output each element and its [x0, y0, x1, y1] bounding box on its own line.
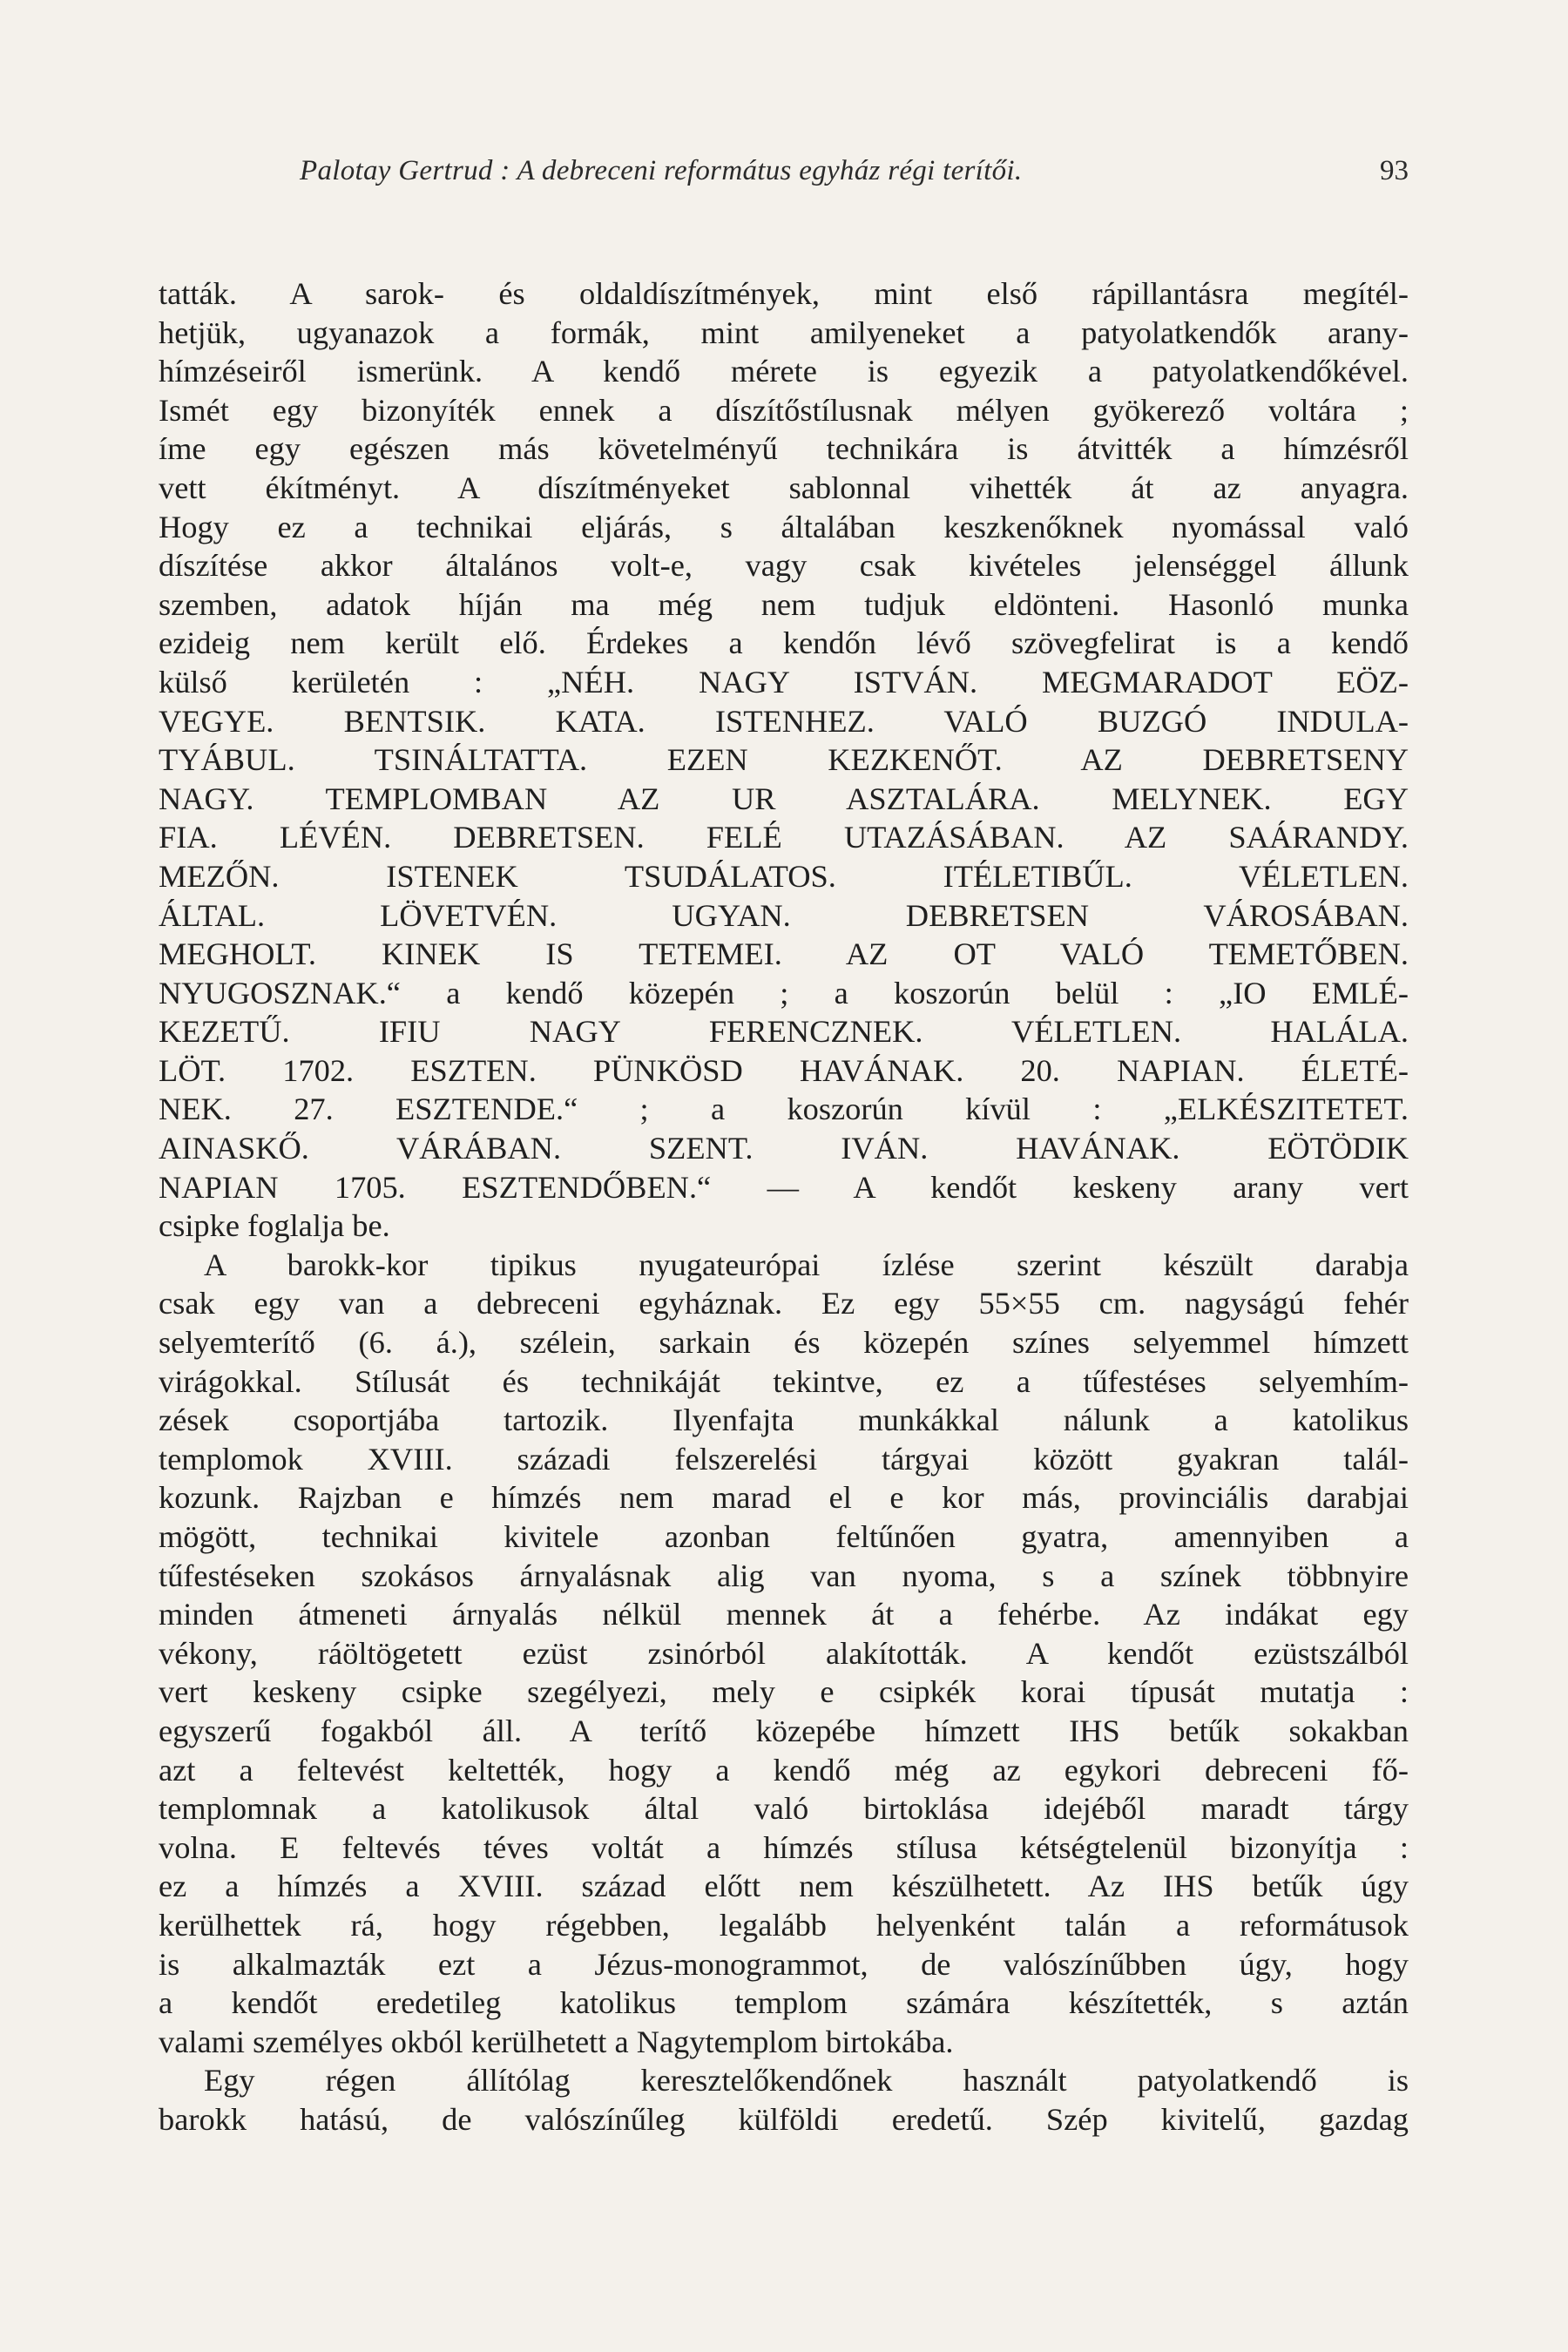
text-line: LÖT. 1702. ESZTEN. PÜNKÖSD HAVÁNAK. 20. NAPIAN. ÉLETÉ-	[159, 1052, 1409, 1088]
text-line: barokk hatású, de valószínűleg külföldi eredetű. Szép kivitelű, gazdag	[159, 2101, 1409, 2137]
text-line: vékony, ráöltögetett ezüst zsinórból alakították. A kendőt ezüstszálból	[159, 1635, 1409, 1671]
text-line: virágokkal. Stílusát és technikáját tekintve, ez a tűfestéses selyemhím-	[159, 1363, 1409, 1399]
text-line: MEGHOLT. KINEK IS TETEMEI. AZ OT VALÓ TEMETŐBEN.	[159, 936, 1409, 972]
text-line: NAPIAN 1705. ESZTENDŐBEN.“ — A kendőt keskeny arany vert	[159, 1169, 1409, 1205]
running-header	[159, 150, 1409, 202]
text-line: tűfestéseken szokásos árnyalásnak alig van nyoma, s a színek többnyire	[159, 1558, 1409, 1593]
text-line: hímzéseiről ismerünk. A kendő mérete is egyezik a patyolatkendőkével.	[159, 354, 1409, 389]
text-line: vert keskeny csipke szegélyezi, mely e csipkék korai típusát mutatja :	[159, 1674, 1409, 1710]
text-line: AINASKŐ. VÁRÁBAN. SZENT. IVÁN. HAVÁNAK. EÖTÖDIK	[159, 1131, 1409, 1166]
text-line: MEZŐN. ISTENEK TSUDÁLATOS. ITÉLETIBŰL. VÉLETLEN.	[159, 858, 1409, 894]
text-line: íme egy egészen más követelményű technikára is átvitték a hímzésről	[159, 431, 1409, 467]
text-line: A barokk-kor tipikus nyugateurópai ízlése szerint készült darabja	[204, 1247, 1409, 1282]
text-line: ÁLTAL. LÖVETVÉN. UGYAN. DEBRETSEN VÁROSÁBAN.	[159, 897, 1409, 933]
text-line: hetjük, ugyanazok a formák, mint amilyeneket a patyolatkendők arany-	[159, 314, 1409, 350]
text-line: vett ékítményt. A díszítményeket sablonnal vihették át az anyagra.	[159, 470, 1409, 505]
text-line: FIA. LÉVÉN. DEBRETSEN. FELÉ UTAZÁSÁBAN. AZ SAÁRANDY.	[159, 820, 1409, 855]
page-number: 93	[1380, 155, 1409, 186]
text-line: ez a hímzés a XVIII. század előtt nem készülhetett. Az IHS betűk úgy	[159, 1869, 1409, 1904]
text-line: is alkalmazták ezt a Jézus-monogrammot, de valószínűbben úgy, hogy	[159, 1946, 1409, 1982]
text-line: kozunk. Rajzban e hímzés nem marad el e kor más, provinciális darabjai	[159, 1480, 1409, 1516]
text-line: NEK. 27. ESZTENDE.“ ; a koszorún kívül : „ELKÉSZITETET.	[159, 1092, 1409, 1127]
body-text	[159, 274, 1409, 2139]
text-line: templomok XVIII. századi felszerelési tárgyai között gyakran talál-	[159, 1441, 1409, 1477]
text-line: zések csoportjába tartozik. Ilyenfajta munkákkal nálunk a katolikus	[159, 1402, 1409, 1438]
text-line: templomnak a katolikusok által való birtoklása idejéből maradt tárgy	[159, 1791, 1409, 1827]
text-line: a kendőt eredetileg katolikus templom számára készítették, s aztán	[159, 1985, 1409, 2021]
text-line: csak egy van a debreceni egyháznak. Ez egy 55×55 cm. nagyságú fehér	[159, 1286, 1409, 1321]
text-line: selyemterítő (6. á.), szélein, sarkain és közepén színes selyemmel hímzett	[159, 1325, 1409, 1361]
text-line: volna. E feltevés téves voltát a hímzés stílusa kétségtelenül bizonyítja :	[159, 1829, 1409, 1865]
text-line: Egy régen állítólag keresztelőkendőnek használt patyolatkendő is	[204, 2063, 1409, 2099]
text-line: egyszerű fogakból áll. A terítő közepébe hímzett IHS betűk sokakban	[159, 1713, 1409, 1748]
text-line: csipke foglalja be.	[159, 1208, 390, 1244]
running-title: Palotay Gertrud : A debreceni református egyház régi terítői.	[300, 155, 1023, 186]
text-line: mögött, technikai kivitele azonban feltűnően gyatra, amennyiben a	[159, 1519, 1409, 1554]
text-line: ezideig nem került elő. Érdekes a kendőn lévő szövegfelirat is a kendő	[159, 625, 1409, 661]
text-line: TYÁBUL. TSINÁLTATTA. EZEN KEZKENŐT. AZ DEBRETSENY	[159, 742, 1409, 778]
text-line: tatták. A sarok- és oldaldíszítmények, mint első rápillantásra megítél-	[159, 276, 1409, 311]
text-line: KEZETŰ. IFIU NAGY FERENCZNEK. VÉLETLEN. HALÁLA.	[159, 1014, 1409, 1050]
text-line: minden átmeneti árnyalás nélkül mennek át a fehérbe. Az indákat egy	[159, 1597, 1409, 1632]
text-line: Ismét egy bizonyíték ennek a díszítőstílusnak mélyen gyökerező voltára ;	[159, 392, 1409, 428]
text-line: VEGYE. BENTSIK. KATA. ISTENHEZ. VALÓ BUZGÓ INDULA-	[159, 703, 1409, 739]
text-line: NYUGOSZNAK.“ a kendő közepén ; a koszorún belül : „IO EMLÉ-	[159, 975, 1409, 1010]
text-line: Hogy ez a technikai eljárás, s általában keszkenőknek nyomással való	[159, 509, 1409, 544]
text-line: azt a feltevést keltették, hogy a kendő még az egykori debreceni fő-	[159, 1752, 1409, 1788]
text-line: valami személyes okból kerülhetett a Nagytemplom birtokába.	[159, 2024, 954, 2059]
text-line: díszítése akkor általános volt-e, vagy csak kivételes jelenséggel állunk	[159, 548, 1409, 584]
text-line: kerülhettek rá, hogy régebben, legalább helyenként talán a reformátusok	[159, 1907, 1409, 1943]
text-line: külső kerületén : „NÉH. NAGY ISTVÁN. MEGMARADOT EÖZ-	[159, 664, 1409, 700]
text-line: NAGY. TEMPLOMBAN AZ UR ASZTALÁRA. MELYNEK. EGY	[159, 781, 1409, 816]
text-line: szemben, adatok híján ma még nem tudjuk eldönteni. Hasonló munka	[159, 586, 1409, 622]
